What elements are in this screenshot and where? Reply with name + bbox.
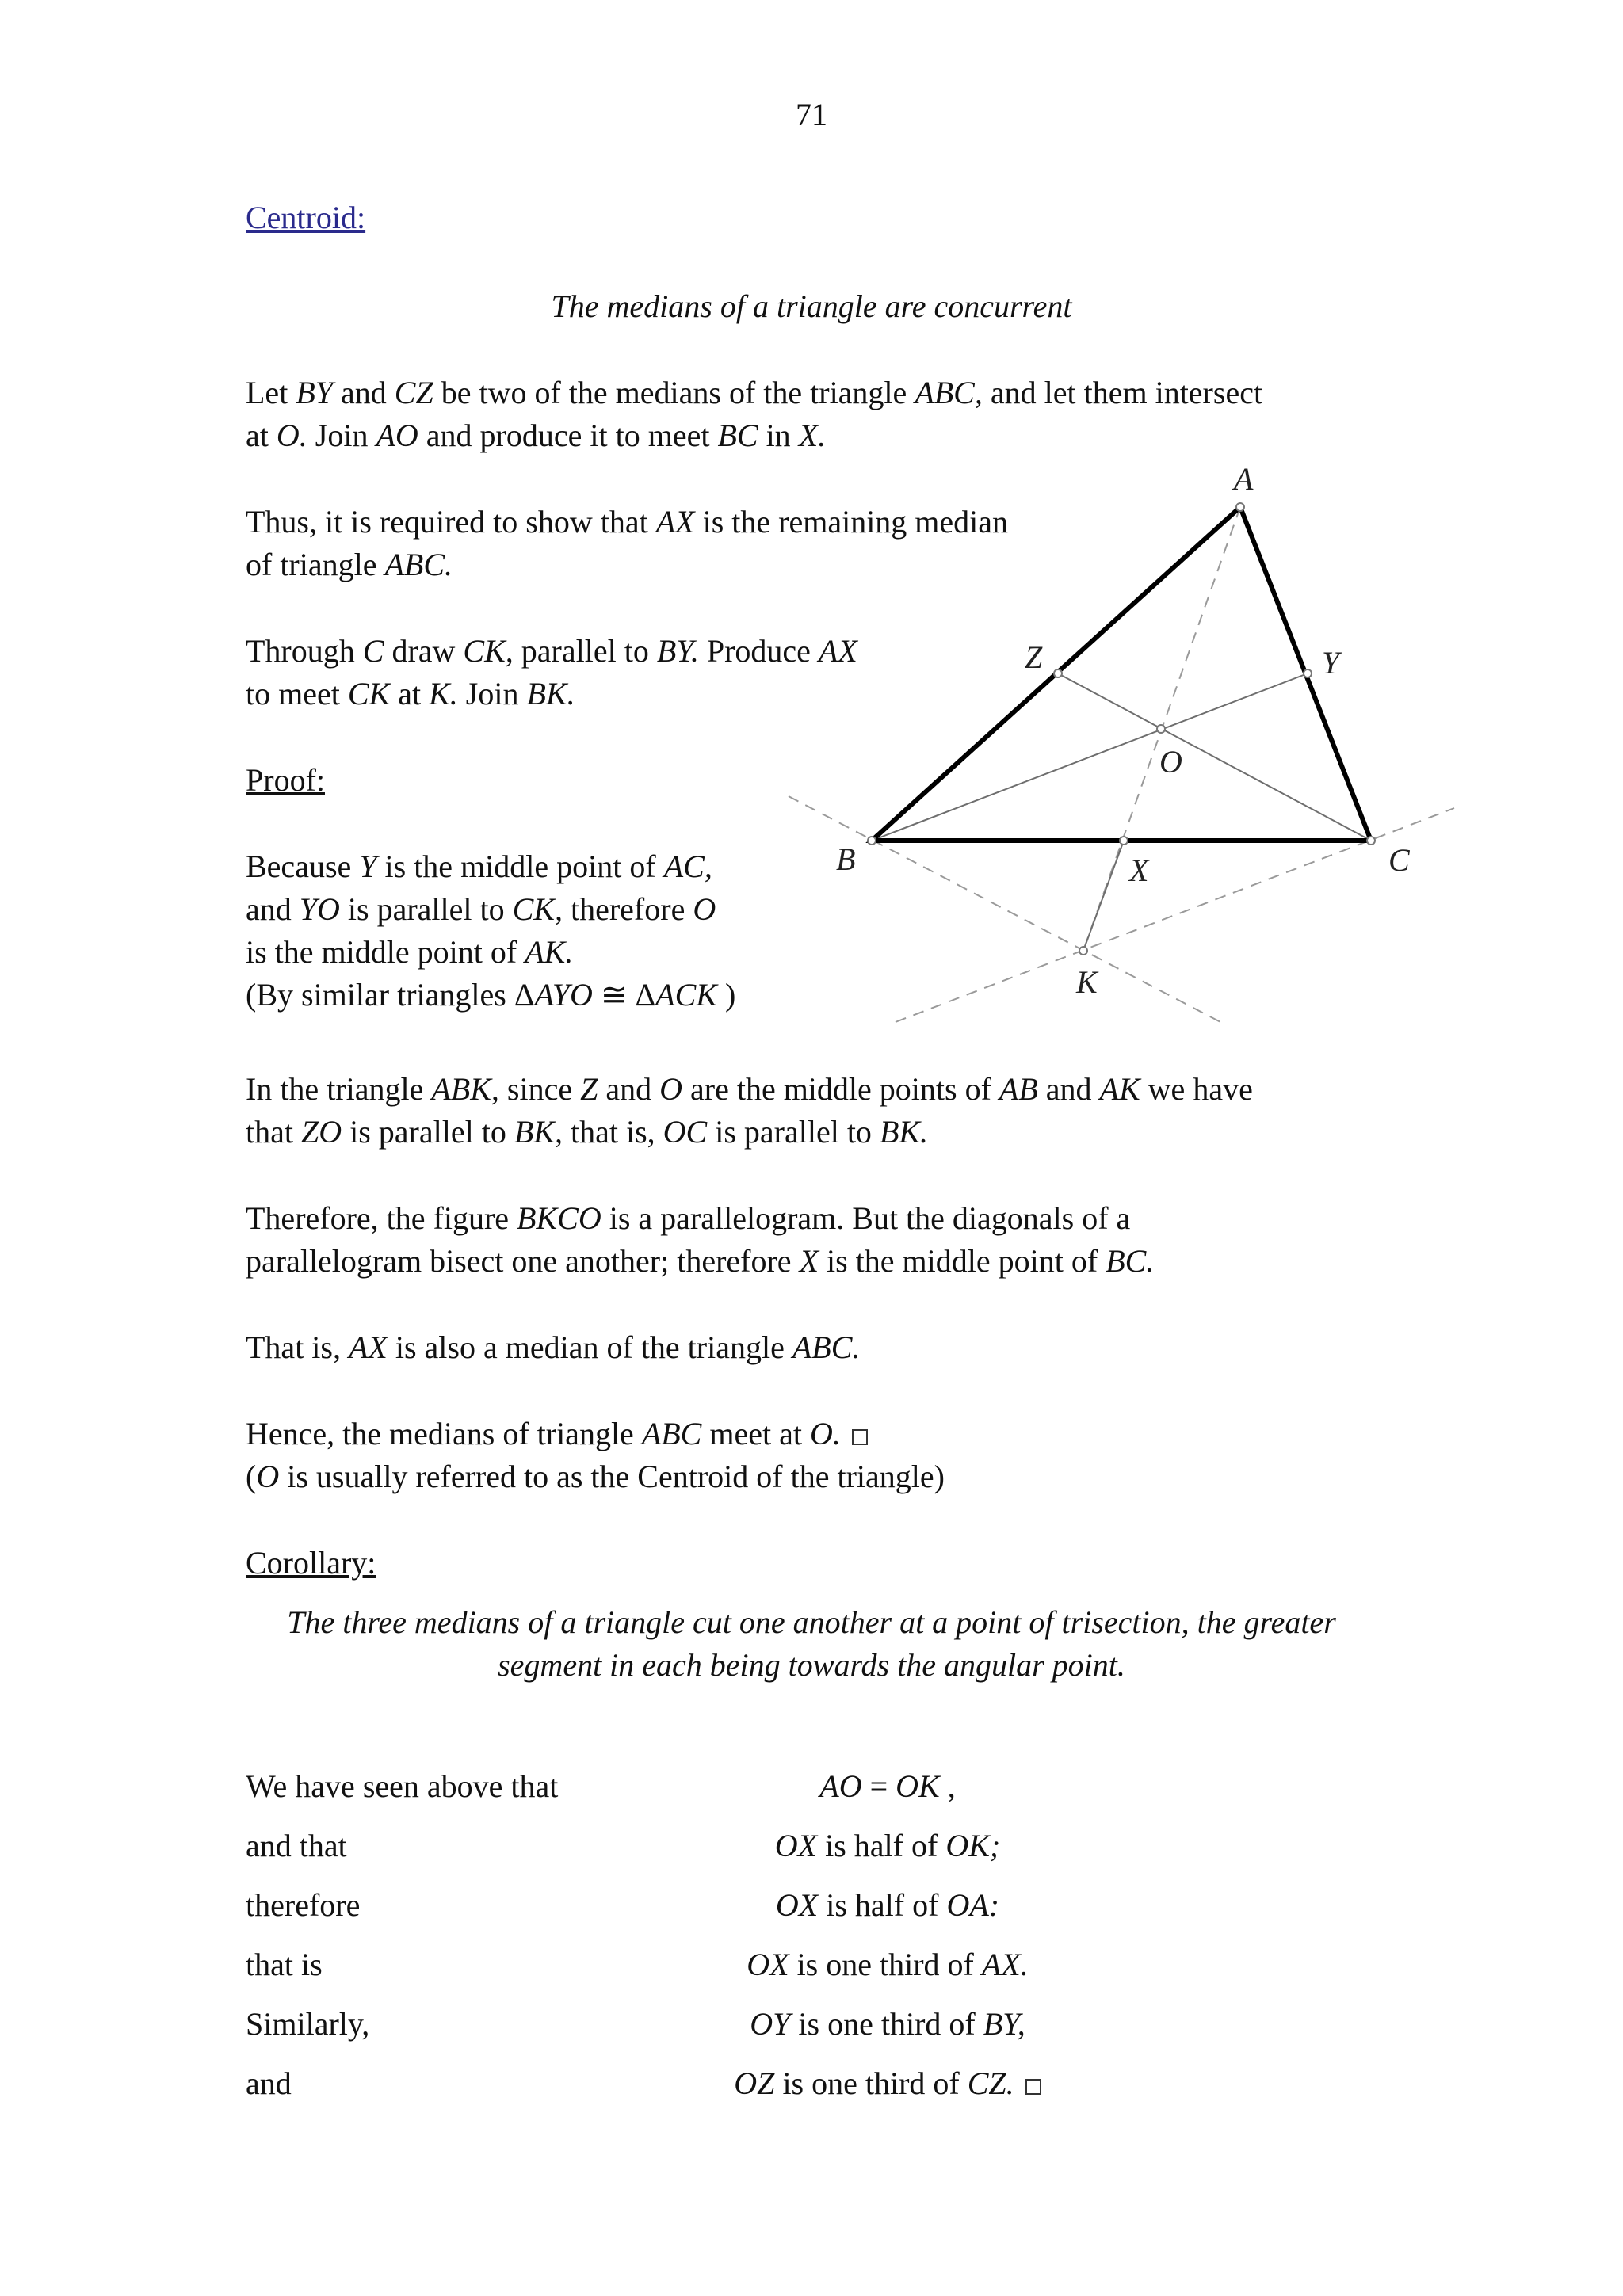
text-run: draw (384, 633, 464, 669)
text-run: is the remaining median (694, 504, 1009, 540)
median-cz (1058, 673, 1371, 841)
math-symbol: OX (775, 1887, 819, 1923)
label-o: O (1159, 744, 1182, 780)
point-z (1054, 669, 1062, 677)
math-symbol: AX (818, 633, 857, 669)
text-run: at (390, 676, 430, 711)
label-b: B (836, 841, 856, 877)
math-symbol: CK, (512, 891, 563, 927)
section-title-link[interactable]: Centroid: (246, 200, 366, 235)
text-run: is parallel to (342, 1114, 514, 1150)
text-run: meet at (701, 1416, 810, 1451)
point-k (1079, 947, 1087, 955)
math-symbol: CK (347, 676, 391, 711)
text-run: is half of (818, 1887, 947, 1923)
math-symbol: AX. (981, 1947, 1029, 1982)
math-symbol: O. (809, 1416, 841, 1451)
step-label: therefore (246, 1887, 361, 1923)
text-run: to meet (246, 676, 348, 711)
math-symbol: AX (655, 504, 695, 540)
math-symbol: BK. (526, 676, 575, 711)
point-x (1120, 837, 1128, 845)
label-a: A (1234, 461, 1254, 497)
math-symbol: O (693, 891, 716, 927)
math-symbol: ABC, (915, 375, 983, 410)
text-run: and (1037, 1071, 1100, 1107)
text-run: we have (1140, 1071, 1253, 1107)
text-run: Let (246, 375, 296, 410)
text-run: ≅ (592, 977, 636, 1013)
math-symbol: CZ (394, 375, 433, 410)
text-run: ) (716, 977, 736, 1013)
text-run: is the middle point of (246, 934, 525, 970)
text-run: Δ (635, 977, 656, 1013)
text-run: That is, (246, 1329, 349, 1365)
text-run: at (246, 418, 277, 453)
text-run: and (246, 891, 300, 927)
text-run: is one third of (789, 1947, 982, 1982)
text-run: Join (457, 676, 527, 711)
math-symbol: ABC. (792, 1329, 861, 1365)
math-symbol: AYO (534, 977, 593, 1013)
math-symbol: AB (999, 1071, 1038, 1107)
math-symbol: BY, (983, 2006, 1025, 2042)
math-symbol: OX (747, 1947, 789, 1982)
point-y (1304, 669, 1312, 677)
math-symbol: OK (896, 1768, 940, 1804)
math-symbol: AO (819, 1768, 862, 1804)
text-run: and produce it to meet (418, 418, 718, 453)
text-run: Hence, the medians of triangle (246, 1416, 642, 1451)
math-symbol: C (362, 633, 384, 669)
text-run: ( (246, 1459, 257, 1494)
point-markers (868, 503, 1375, 955)
math-symbol: ABC. (384, 547, 453, 582)
math-symbol: BK, (514, 1114, 563, 1150)
text-run: and let them intersect (982, 375, 1263, 410)
math-symbol: AC, (663, 849, 712, 884)
segment-xk (1083, 841, 1124, 951)
text-run: of the triangle) (748, 1459, 945, 1494)
point-b (868, 837, 876, 845)
text-run: is usually referred to as the (279, 1459, 638, 1494)
text-run: (By similar triangles (246, 977, 514, 1013)
math-symbol: BC. (1106, 1243, 1155, 1279)
text-run: is parallel to (707, 1114, 880, 1150)
text-run: that is, (562, 1114, 663, 1150)
text-run: Through (246, 633, 363, 669)
math-symbol: BKCO (517, 1200, 601, 1236)
text-run: is half of (817, 1828, 946, 1863)
math-symbol: AK (1099, 1071, 1140, 1107)
math-symbol: Y (359, 849, 377, 884)
math-symbol: OX (774, 1828, 818, 1863)
text-run: Therefore, the figure (246, 1200, 517, 1236)
math-symbol: ACK (655, 977, 717, 1013)
math-symbol: BY (296, 375, 333, 410)
step-label: that is (246, 1947, 323, 1982)
step-label: Similarly, (246, 2006, 370, 2042)
text-run: since (498, 1071, 581, 1107)
theorem-statement: The medians of a triangle are concurrent (551, 288, 1072, 324)
text-run: in (758, 418, 799, 453)
text-run: is one third of (774, 2065, 968, 2101)
text-run: Because (246, 849, 360, 884)
label-x: X (1129, 852, 1149, 888)
point-c (1367, 837, 1375, 845)
text-run: is a parallelogram. But the diagonals of a (601, 1200, 1131, 1236)
text-run: Centroid (637, 1459, 749, 1494)
label-c: C (1388, 842, 1410, 878)
math-symbol: OZ (734, 2065, 775, 2101)
page-number: 71 (796, 97, 827, 132)
corollary-line-2: segment in each being towards the angular point. (498, 1647, 1125, 1683)
math-symbol: CK, (463, 633, 514, 669)
text-run: = (861, 1768, 896, 1804)
text-run: In the triangle (246, 1071, 432, 1107)
point-o (1157, 725, 1165, 733)
construction-lines (789, 507, 1454, 1022)
text-run: Produce (698, 633, 819, 669)
point-a (1236, 503, 1244, 511)
triangle-abc (872, 507, 1371, 841)
text-run: and (333, 375, 395, 410)
math-symbol: CZ. (967, 2065, 1014, 2101)
text-run: Join (307, 418, 376, 453)
math-symbol: X. (798, 418, 827, 453)
text-run: Thus, it is required to show that (246, 504, 656, 540)
text-run: is also a median of the triangle (387, 1329, 792, 1365)
step-label: We have seen above that (246, 1768, 559, 1804)
math-symbol: ZO (300, 1114, 342, 1150)
math-symbol: BY. (656, 633, 699, 669)
math-symbol: BK. (879, 1114, 929, 1150)
math-symbol: Z (580, 1071, 598, 1107)
math-symbol: O (256, 1459, 280, 1494)
step-label: and (246, 2065, 292, 2101)
text-run: , (939, 1768, 956, 1804)
text-run: is the middle point of (376, 849, 664, 884)
text-run: is the middle point of (819, 1243, 1106, 1279)
math-symbol: OA: (946, 1887, 1000, 1923)
text-run: of triangle (246, 547, 385, 582)
corollary-heading: Corollary: (246, 1545, 376, 1581)
label-y: Y (1322, 645, 1340, 681)
math-symbol: ABC (641, 1416, 702, 1451)
math-symbol: AK. (525, 934, 574, 970)
math-symbol: YO (299, 891, 340, 927)
math-symbol: AX (348, 1329, 388, 1365)
math-symbol: OK; (945, 1828, 1001, 1863)
math-symbol: O. (276, 418, 307, 453)
line-bk-extended (789, 796, 1220, 1022)
text-run: is one third of (790, 2006, 983, 2042)
text-run: and (598, 1071, 660, 1107)
math-symbol: K. (429, 676, 458, 711)
step-label: and that (246, 1828, 347, 1863)
text-run: is parallel to (339, 891, 513, 927)
text-run: that (246, 1114, 301, 1150)
text-run: are the middle points of (682, 1071, 999, 1107)
text-run: be two of the medians of the triangle (433, 375, 915, 410)
math-symbol: OY (750, 2006, 791, 2042)
math-symbol: BC (717, 418, 758, 453)
text-run: parallel to (513, 633, 657, 669)
text-run: Δ (514, 977, 535, 1013)
math-symbol: O (659, 1071, 682, 1107)
median-lines (872, 673, 1371, 951)
math-symbol: ABK, (431, 1071, 499, 1107)
proof-heading: Proof: (246, 762, 325, 798)
median-by (872, 673, 1308, 841)
text-run: parallelogram bisect one another; therefore (246, 1243, 800, 1279)
math-symbol: AO (376, 418, 418, 453)
math-symbol: X (799, 1243, 819, 1279)
corollary-line-1: The three medians of a triangle cut one another at a point of trisection, the greater (287, 1604, 1336, 1640)
label-z: Z (1025, 639, 1043, 675)
label-k: K (1076, 964, 1098, 1000)
text-run: therefore (562, 891, 693, 927)
math-symbol: OC (663, 1114, 708, 1150)
